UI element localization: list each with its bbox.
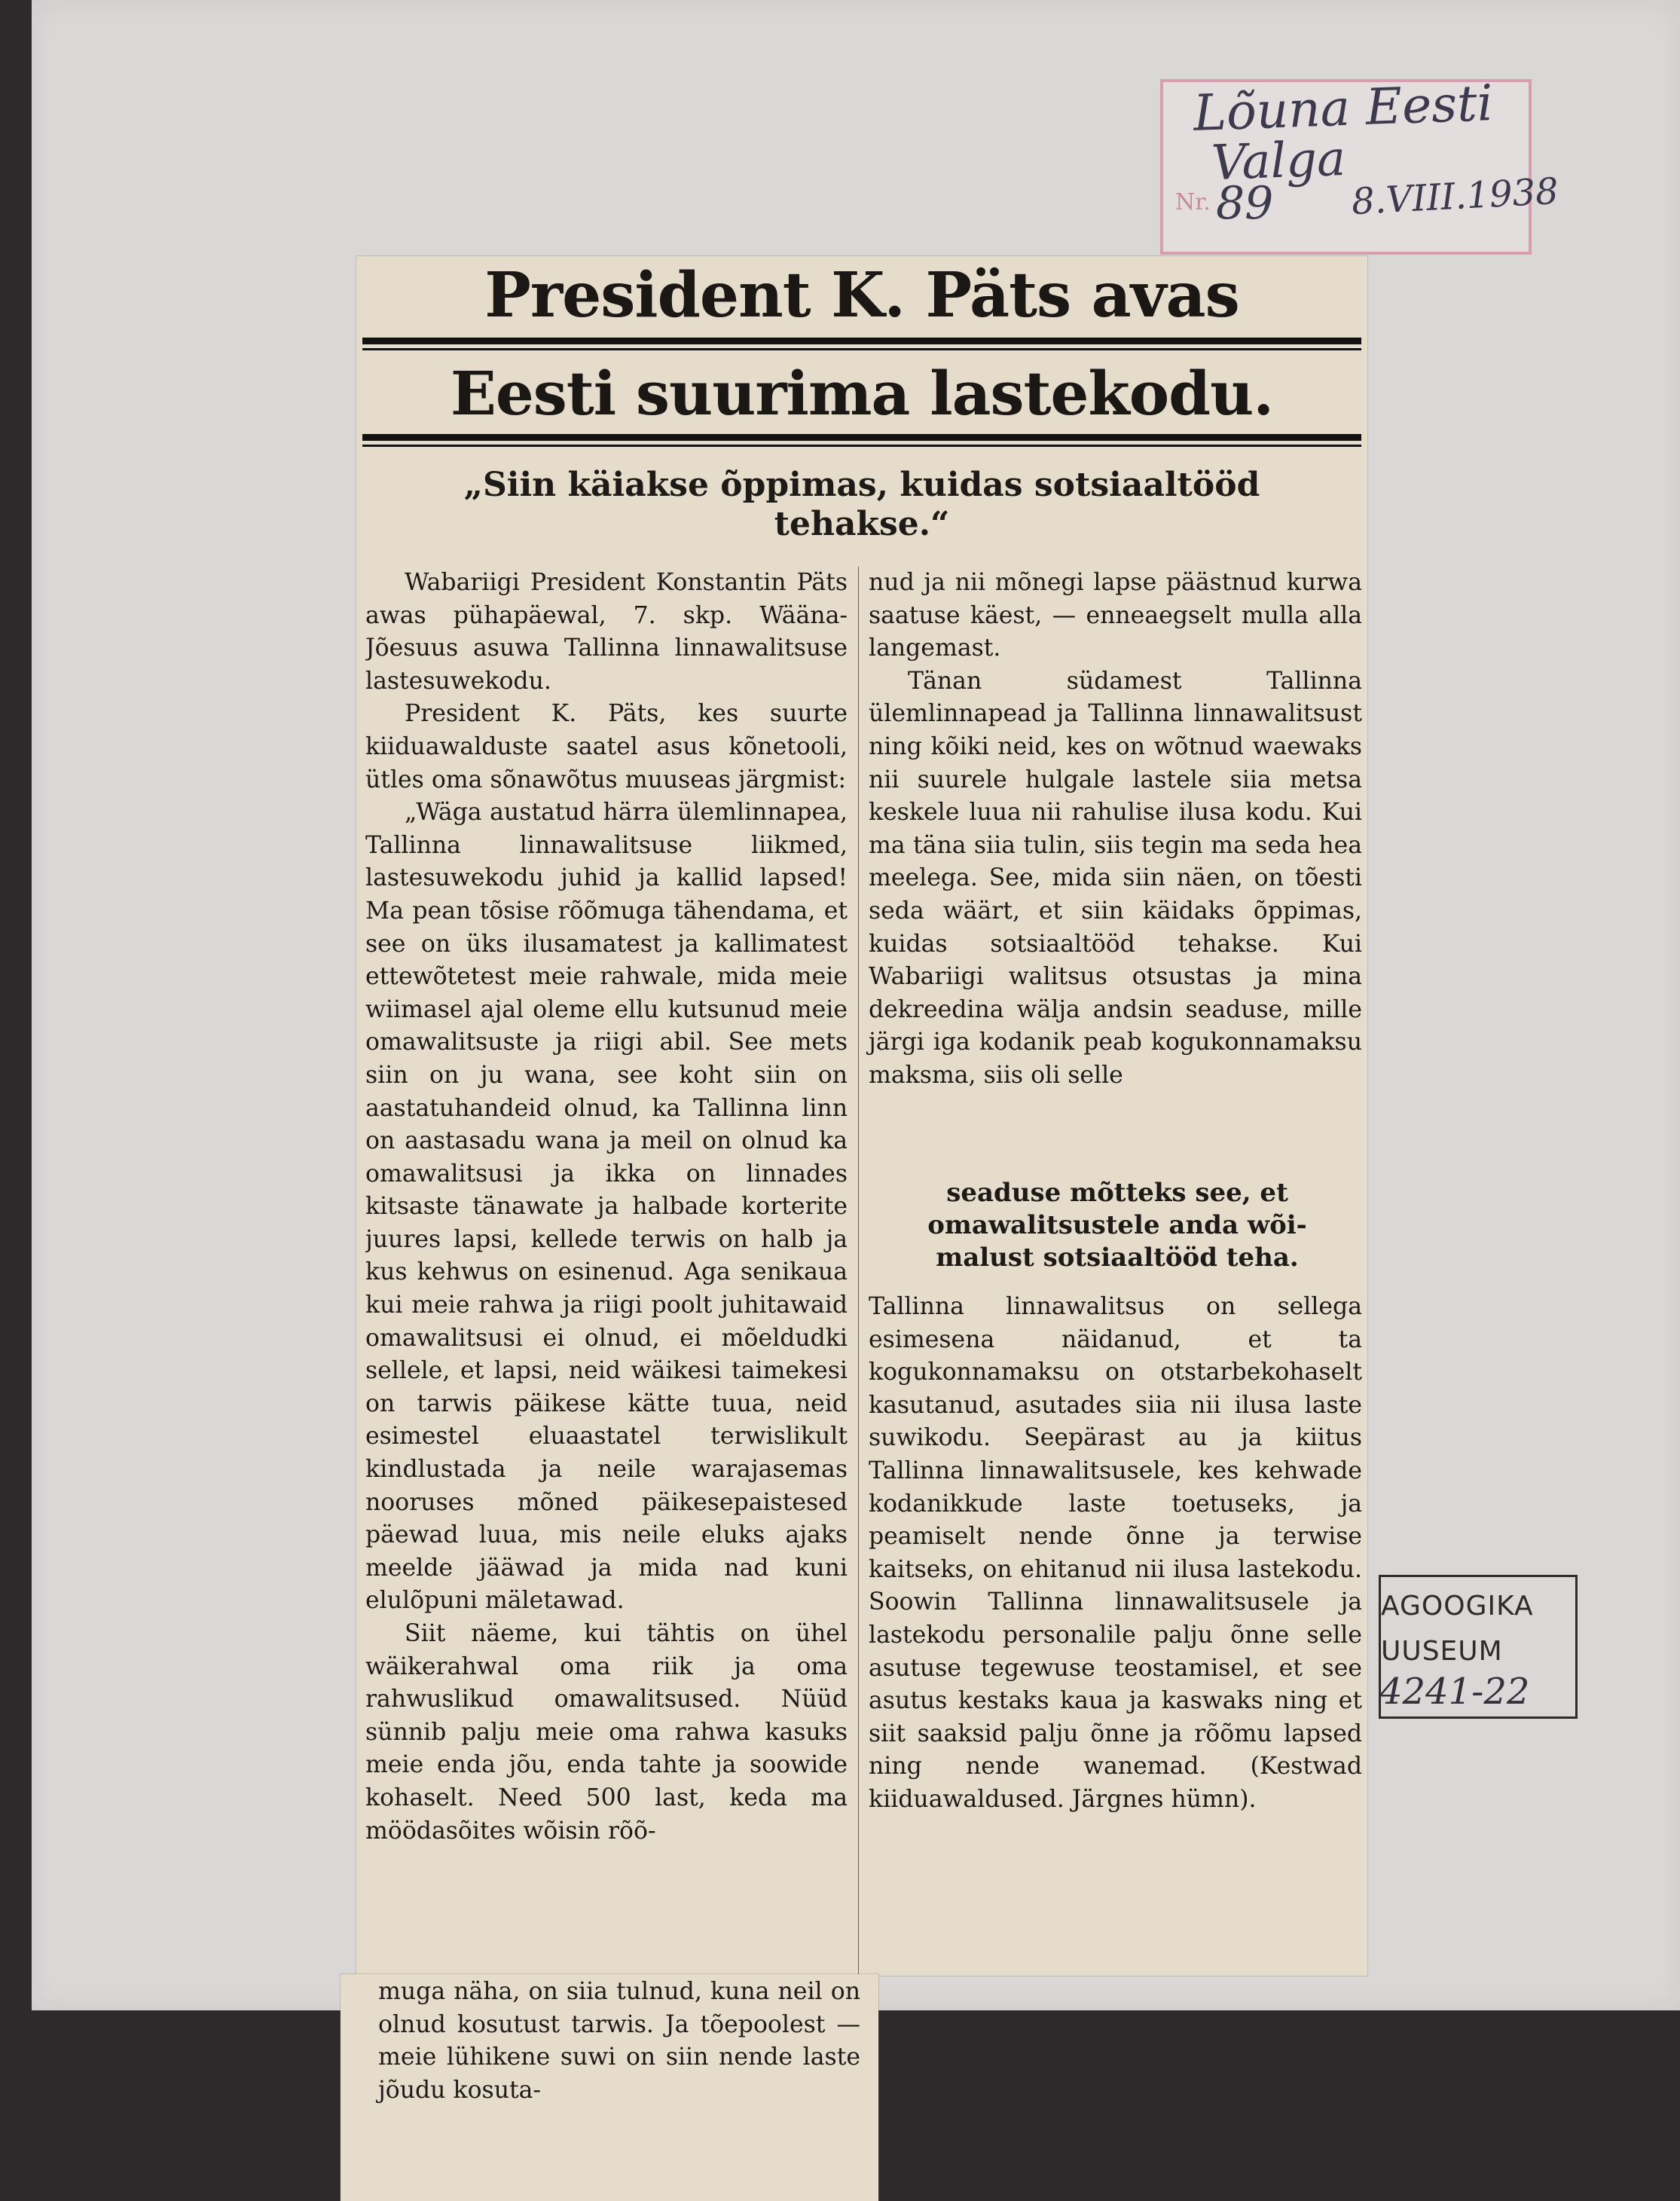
paragraph: Tallinna linnawalitsus on sellega esimesena näidanud, et ta kogukonnamaksu on otstarbekohaselt kasutanud, asutades siia nii ilusa laste suwikodu. Seepärast au ja kiitus Tallinna linnawalitsusele, kes kehwade kodanikkude laste toetuseks, ja peamiselt nende õnne ja terwise kaitseks, on ehitanud nii ilusa lastekodu. Soowin Tallinna linnawalitsusele ja lastekodu personalile palju õnne selle asutuse tegewuse teostamisel, et see asutus kestaks kaua ja kaswaks ning et siit saaksid palju õnne ja rõõmu lapsed ning nende wanemad. (Kestwad kiiduawaldused. Järgnes hümn). bbox=[869, 1293, 1362, 1813]
paragraph: Tänan südamest Tallinna ülemlinnapead ja Tallinna linnawalitsust ning kõiki neid, kes on wõtnud waewaks nii suurele hulgale lastele siia metsa keskele luua nii rahulise ilusa kodu. Kui ma täna siia tulin, siis tegin ma seda hea meelega. See, mida siin näen, on tõesti seda wäärt, et siin käidaks õppimas, kuidas sotsiaaltööd tehakse. Kui Wabariigi walitsus otsustas ja mina dekreedina wälja andsin seaduse, mille järgi iga kodanik peab kogukonnamaksu maksma, siis oli selle bbox=[869, 667, 1362, 1089]
headline-line-1: President K. Päts avas bbox=[484, 259, 1239, 332]
headline-rule bbox=[362, 338, 1361, 344]
paragraph: „Wäga austatud härra ülemlinnapea, Tallinna linnawalitsuse liikmed, lastesuwekodu juhid ja kallid lapsed! Ma pean tõsise rõõmuga tähendama, et see on üks ilusamatest ja kallimatest ettewõtetest meie rahwale, mida meie wiimasel ajal oleme ellu kutsunud meie omawalitsuste ja riigi abil. See mets siin on ju wana, see koht siin on aastatuhandeid olnud, ka Tallinna linn on aastasadu wana ja meil on olnud ka omawalitsusi ja ikka on linnades kitsaste tänawate ja halbade korterite juures lapsi, kellede terwis on halb ja kus kehwus on esinenud. Aga senikaua kui meie rahwa ja riigi poolt juhitawaid omawalitsusi ei olnud, ei mõeldudki sellele, et lapsi, neid wäikesi taimekesi on tarwis päikese kätte tuua, neid esimestel eluaastatel terwislikult kindlustada ja neile warajasemas nooruses mõned päikesepaistesed päewad luua, mis neile eluks ajaks meelde jääwad ja mida nad kuni elulõpuni mäletawad. bbox=[365, 799, 848, 1615]
subheadline: „Siin käiakse õppimas, kuidas sotsiaaltööd tehakse.“ bbox=[463, 466, 1260, 543]
handwritten-archive-stamp bbox=[1160, 74, 1560, 255]
paragraph: muga näha, on siia tulnud, kuna neil on olnud kosutust tarwis. Ja tõepoolest — meie lühikene suwi on siin nende laste jõudu kosuta- bbox=[378, 1978, 860, 2104]
intertitle-line: malust sotsiaaltööd teha. bbox=[936, 1243, 1299, 1273]
paragraph: Wabariigi President Konstantin Päts awas pühapäewal, 7. skp. Wääna-Jõesuus asuwa Tallinna linnawalitsuse lastesuwekodu. bbox=[365, 569, 848, 695]
handwritten-date: 8.VIII.1938 bbox=[1350, 170, 1560, 224]
stamp-nr-label: Nr. bbox=[1175, 189, 1211, 216]
handwritten-issue-number: 89 bbox=[1216, 177, 1274, 230]
headline-rule-2 bbox=[362, 434, 1361, 441]
newspaper-clipping bbox=[356, 256, 1367, 1976]
article-column-right-bottom bbox=[869, 1291, 1362, 1817]
museum-stamp-line-2: UUSEUM bbox=[1381, 1636, 1503, 1667]
column-divider bbox=[858, 567, 859, 1976]
handwritten-newspaper-name: Lõuna Eesti bbox=[1192, 74, 1494, 142]
museum-stamp-line-1: AGOOGIKA bbox=[1381, 1591, 1534, 1622]
museum-stamp bbox=[1379, 1575, 1578, 1719]
intertitle-line: seaduse mõtteks see, et bbox=[946, 1178, 1288, 1208]
intertitle-line: omawalitsustele anda wõi- bbox=[927, 1210, 1307, 1240]
newspaper-clipping-continuation bbox=[341, 1974, 878, 2201]
headline-rule-2-thin bbox=[362, 445, 1361, 447]
museum-catalog-number: 4241-22 bbox=[1379, 1671, 1530, 1713]
paragraph: President K. Päts, kes suurte kiiduawalduste saatel asus kõnetooli, ütles oma sõnawõtus muuseas järgmist: bbox=[365, 700, 848, 793]
headline-rule-thin bbox=[362, 348, 1361, 350]
article-column-left bbox=[365, 567, 848, 1976]
paragraph: Siit näeme, kui tähtis on ühel wäikerahwal oma riik ja oma rahwuslikud omawalitsused. Nüüd sünnib palju meie oma rahwa kasuks meie enda jõu, enda tahte ja soowide kohaselt. Need 500 last, keda ma möödasõites wõisin rõõ- bbox=[365, 1620, 848, 1845]
handwritten-place: Valga bbox=[1210, 130, 1347, 192]
paragraph: nud ja nii mõnegi lapse päästnud kurwa saatuse käest, — enneaegselt mulla alla langemast. bbox=[869, 569, 1362, 662]
headline-line-2: Eesti suurima lastekodu. bbox=[450, 358, 1274, 429]
article-column-continuation bbox=[378, 1976, 860, 2107]
article-column-right-top bbox=[869, 567, 1362, 1093]
intertitle bbox=[876, 1177, 1358, 1274]
